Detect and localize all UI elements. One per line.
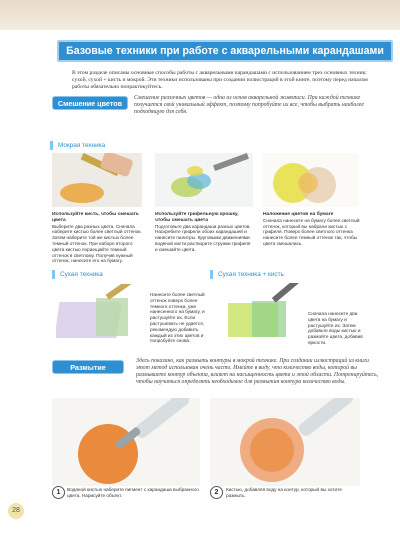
- top-decorative-band: [0, 0, 400, 30]
- step-2-number: 2: [210, 486, 223, 499]
- subsection-dry-technique: Сухая техника: [52, 270, 150, 279]
- section-label-color-mixing: Смешение цветов: [52, 96, 128, 110]
- dry-brush-caption: Сначала нанесите два цвета на бумагу и растушуйте их. Затем добавьте воды кистью и размойте цвета, добавив яркости.: [308, 311, 363, 345]
- wet-caption-3-title: Наложение цветов на бумаге: [263, 212, 334, 217]
- subsection-dry-brush-technique: Сухая техника + кисть: [210, 270, 328, 279]
- page-title: Базовые техники при работе с акварельными карандашами: [57, 40, 393, 62]
- wet-caption-1-text: Выберите два разных цвета. Сначала наберите кистью более светлый оттенок. Затем наберите той же кистью более темный оттенок. При наборе второго цвета кистью пораещайте темный оттенок в светлому. Получив нужный оттенок, нанесите его на бумагу.: [52, 223, 142, 264]
- section-label-blur-contours: Размытие контуров: [52, 360, 124, 374]
- wet-caption-3-text: Сначала нанесите на бумагу более светлый оттенок, который вы набрали кистью с грифеля. Поверх более светлого оттенка нанесите более темный оттенок так, чтобы цвета смешались.: [263, 217, 360, 246]
- wet-caption-2: [155, 212, 253, 253]
- page-number: 28: [8, 503, 24, 519]
- color-mixing-description: Смешение различных цветов — одна из основ акварельной живописи. При каждой технике получается свой уникальный эффект, поэтому попробуйте их все, чтобы выбрать наиболее подходящую для себя.: [134, 95, 364, 115]
- step-1-number: 1: [52, 486, 65, 499]
- wet-caption-1-title: Используйте кисть, чтобы смешать цвета: [52, 212, 139, 223]
- wet-photo-brush-mix: [52, 153, 142, 207]
- subsection-wet-technique: Мокрая техника: [50, 141, 158, 150]
- step-2-caption: Кистью, добавляя воду на контур, который вы хотите размыть.: [226, 487, 342, 498]
- contour-photo-1: [52, 398, 200, 486]
- wet-photo-lead-crumbs: [155, 153, 253, 207]
- wet-caption-3: [263, 212, 361, 247]
- dry-brush-photo: [222, 283, 304, 341]
- dry-caption: Нанесите более светлый оттенок поверх более темного оттенка, уже нанесенного на бумагу, и растушуйте их. Если растушевать не удается, рекомендую добавить каждый из этих цветов и попробуйте снова.: [150, 292, 205, 344]
- wet-caption-2-title: Используйте грифельную крошку, чтобы смешать цвета: [155, 212, 239, 223]
- step-1-caption: Водяной кистью наберите пигмент с карандаша выбранного цвета. Нарисуйте объект.: [67, 487, 199, 498]
- contour-photo-2: [210, 398, 360, 486]
- wet-caption-2-text: Подготовьте два карандаша разных цветов. Наскребите грифели обоих карандашей и нанесите палитры. Круговыми движениями водяной кисти растворите стружки грифеля и смешайте цвета.: [155, 223, 251, 252]
- wet-photo-layering: [263, 153, 358, 207]
- intro-paragraph: В этом разделе описаны основные способы работы с акварельными карандашами с использованием трех основных техник: сухой, сухой + кисть и мокрой. Эти техники использованы при создании иллюстраций в этой книге, поэтому перед началом работы обязательно попрактикуйтесь.: [72, 70, 368, 90]
- dry-photo: [56, 284, 142, 342]
- wet-caption-1: [52, 212, 144, 264]
- blur-contours-description: Здесь показано, как размыть контуры в мокрой технике. При создании иллюстраций из книги этот метод использован очень часто. Имейте в виду, что количество воды, которой вы размываете контур объекта, влияет на насыщенность цвета и этой области. Потренируйтесь, чтобы научиться определять необходимое для размытия контура количество воды.: [136, 358, 379, 385]
